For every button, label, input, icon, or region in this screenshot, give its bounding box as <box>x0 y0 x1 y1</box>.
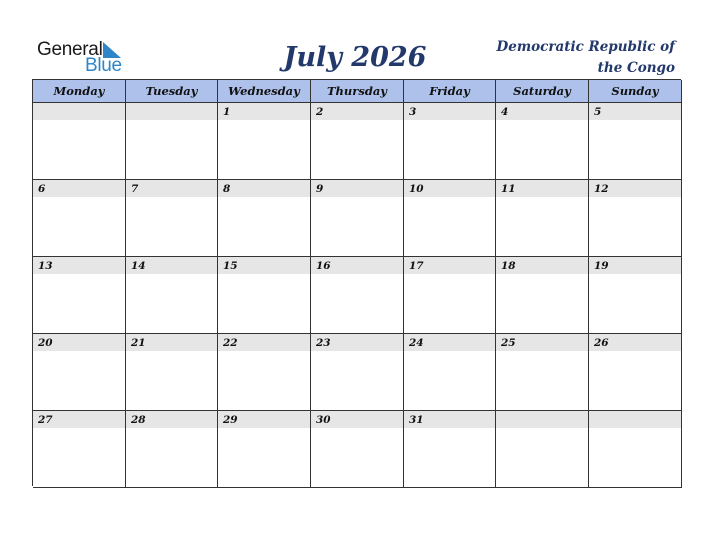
day-cell <box>33 257 126 334</box>
weekday-header: Wednesday <box>218 80 311 103</box>
day-cell <box>218 180 311 257</box>
day-cell <box>589 334 682 411</box>
day-cell <box>404 334 496 411</box>
day-cell <box>33 180 126 257</box>
day-number: 14 <box>131 260 146 272</box>
day-cell <box>404 257 496 334</box>
day-cell <box>589 257 682 334</box>
day-number: 29 <box>223 414 238 426</box>
country-line-1: Democratic Republic of <box>496 39 675 55</box>
country-name <box>455 37 675 79</box>
day-cell <box>126 180 218 257</box>
day-cell <box>311 103 404 180</box>
day-cell <box>33 103 126 180</box>
day-number: 24 <box>409 337 424 349</box>
day-cell <box>126 103 218 180</box>
day-cell <box>218 411 311 488</box>
weekday-header: Thursday <box>311 80 404 103</box>
day-number: 23 <box>316 337 331 349</box>
day-cell <box>496 103 589 180</box>
day-number: 27 <box>38 414 53 426</box>
week-row <box>33 334 681 411</box>
weekday-header: Monday <box>33 80 126 103</box>
day-cell <box>496 411 589 488</box>
weekday-header-row <box>33 80 681 103</box>
weekday-header: Sunday <box>589 80 682 103</box>
day-cell <box>218 103 311 180</box>
day-number: 20 <box>38 337 53 349</box>
day-number: 1 <box>223 106 231 118</box>
logo-word-general: General <box>37 39 103 60</box>
day-number: 10 <box>409 183 424 195</box>
day-cell <box>126 334 218 411</box>
day-number: 19 <box>594 260 609 272</box>
general-blue-logo <box>37 39 137 75</box>
day-number: 8 <box>223 183 231 195</box>
day-cell <box>404 103 496 180</box>
day-number: 15 <box>223 260 238 272</box>
weekday-header: Saturday <box>496 80 589 103</box>
day-number: 16 <box>316 260 331 272</box>
day-cell <box>589 103 682 180</box>
week-row <box>33 411 681 488</box>
calendar-grid <box>32 79 681 486</box>
week-row <box>33 180 681 257</box>
day-number: 18 <box>501 260 516 272</box>
day-cell <box>311 334 404 411</box>
day-number: 30 <box>316 414 331 426</box>
day-number: 13 <box>38 260 53 272</box>
day-cell <box>311 180 404 257</box>
day-cell <box>33 411 126 488</box>
day-cell <box>496 334 589 411</box>
day-number: 28 <box>131 414 146 426</box>
day-number: 12 <box>594 183 609 195</box>
day-cell <box>404 411 496 488</box>
day-cell <box>126 257 218 334</box>
week-row <box>33 257 681 334</box>
day-cell <box>311 257 404 334</box>
day-number: 17 <box>409 260 424 272</box>
page-title: July 2026 <box>283 42 427 73</box>
day-number: 3 <box>409 106 417 118</box>
day-cell <box>589 411 682 488</box>
day-cell <box>218 257 311 334</box>
day-number: 7 <box>131 183 139 195</box>
day-number: 9 <box>316 183 324 195</box>
day-cell <box>589 180 682 257</box>
day-number: 2 <box>316 106 324 118</box>
day-cell <box>404 180 496 257</box>
weekday-header: Friday <box>404 80 496 103</box>
country-line-2: the Congo <box>597 60 675 76</box>
day-number: 22 <box>223 337 238 349</box>
day-cell <box>218 334 311 411</box>
day-cell <box>496 257 589 334</box>
logo-word-blue: Blue <box>85 55 122 76</box>
day-number: 26 <box>594 337 609 349</box>
day-cell <box>126 411 218 488</box>
day-number: 21 <box>131 337 146 349</box>
day-number: 11 <box>501 183 516 195</box>
day-number: 4 <box>501 106 509 118</box>
day-cell <box>311 411 404 488</box>
day-number: 5 <box>594 106 602 118</box>
day-number: 25 <box>501 337 516 349</box>
day-number: 31 <box>409 414 424 426</box>
day-number: 6 <box>38 183 46 195</box>
day-cell <box>496 180 589 257</box>
weekday-header: Tuesday <box>126 80 218 103</box>
week-row <box>33 103 681 180</box>
day-cell <box>33 334 126 411</box>
